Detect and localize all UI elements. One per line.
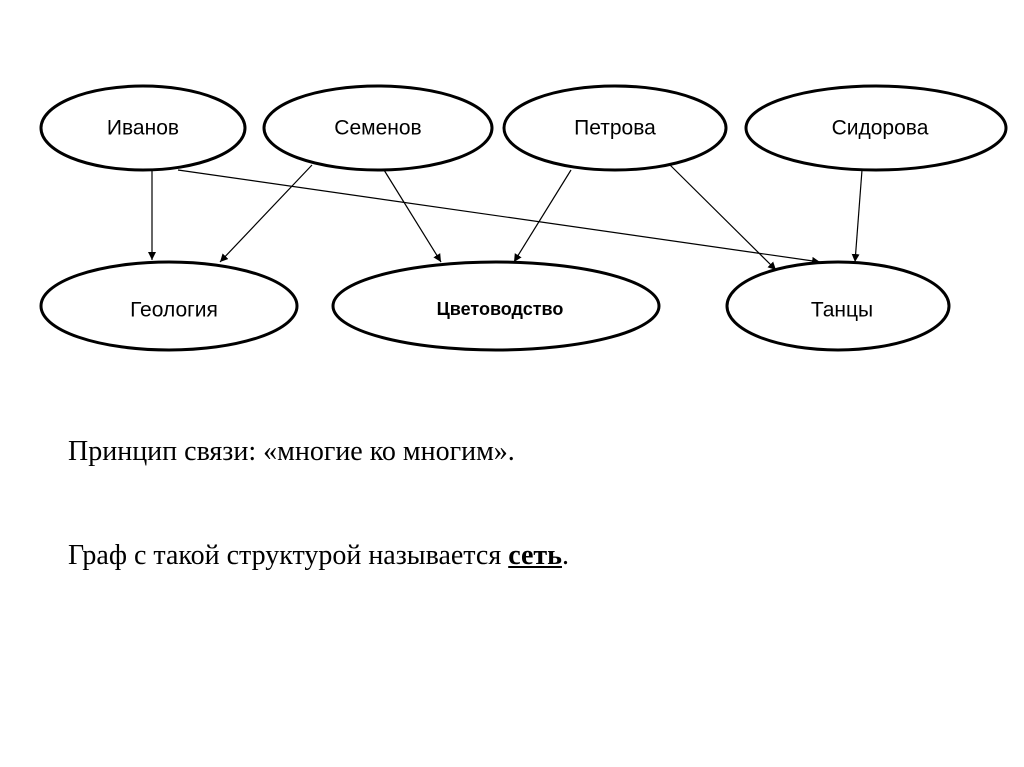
node-label: Цветоводство [436,299,564,319]
edge-ivanov-dancing [178,170,820,262]
principle-caption: Принцип связи: «многие ко многим». [68,436,515,467]
node-ivanov [41,86,245,170]
node-label: Геология [130,298,218,322]
edge-semenov-floriculture [384,170,441,262]
node-dancing [727,262,949,350]
node-label: Танцы [810,298,874,322]
edge-semenov-geology [220,165,312,262]
edge-petrova-floriculture [514,170,571,262]
node-label: Петрова [574,116,656,140]
graph-definition-text: Граф с такой структурой называется [68,540,509,571]
node-sidorova [746,86,1006,170]
node-label: Семенов [334,116,422,140]
node-label: Сидорова [831,116,929,140]
node-label: Иванов [106,116,180,140]
node-petrova [504,86,726,170]
graph-definition-period: . [561,540,569,571]
network-term: сеть [508,540,562,571]
node-semenov [264,86,492,170]
edge-sidorova-dancing [855,170,862,262]
node-geology [41,262,297,350]
edge-petrova-dancing [668,163,776,270]
node-floriculture [333,262,659,350]
graph-definition-caption [68,540,569,572]
